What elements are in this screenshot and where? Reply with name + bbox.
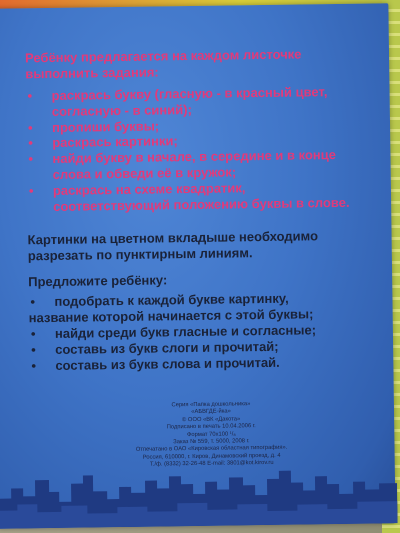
parent-task-item: • составь из букв слоги и прочитай; — [31, 339, 279, 358]
bullet-icon: • — [27, 119, 33, 135]
bullet-icon: • — [28, 151, 34, 167]
task-item: • раскрась на схеме квадратик, соответствующий положению буквы в слове. — [28, 180, 350, 214]
parent-task-item: • найди среди букв гласные и согласные; — [30, 322, 317, 342]
city-skyline-illustration — [0, 453, 398, 529]
task-item: • раскрась букву (гласную - в красный цвет, согласную - в синий); — [27, 84, 328, 119]
imprint-line: Россия, 610000, г. Киров, Динамовский проезд, д. 4 — [142, 452, 281, 461]
instruction-text — [25, 38, 365, 375]
bullet-icon: • — [31, 342, 36, 358]
imprint-line: Формат 70х100 ¹/₈ — [186, 431, 236, 438]
bullet-icon: • — [31, 358, 37, 374]
booklet-page — [0, 3, 396, 529]
imprint-line: Подписано в печать 10.04.2006 г. — [166, 423, 256, 431]
task-item: • раскрась картинки; — [28, 133, 178, 151]
imprint-line: Заказ № 559, т. 5000, 2008 г. — [173, 438, 250, 446]
bullet-icon: • — [28, 135, 33, 151]
task-list — [26, 84, 363, 215]
parent-task-item: • подобрать к каждой букве картинку, — [30, 291, 289, 310]
imprint-line: Отпечатано в ОАО «Кировская областная типография». — [135, 445, 288, 454]
task-item: • найди букву в начале, в середине и в конце слова и обведи её в кружок; — [28, 147, 337, 182]
intro-paragraph: Ребёнку предлагается на каждом листочке выполнить задания: — [24, 46, 302, 82]
task-item: • пропиши буквы; — [27, 118, 160, 135]
bullet-icon: • — [30, 294, 36, 310]
parent-task-item: • составь из букв слова и прочитай. — [31, 355, 280, 374]
cut-note-paragraph: Картинки на цветном вкладыше необходимо разрезать по пунктирным линиям. — [27, 228, 319, 264]
parent-task-item-continuation: название которой начинается с этой буквы; — [28, 306, 314, 326]
bullet-icon: • — [30, 326, 36, 342]
imprint-line: «АБВГДЕ-йка» — [191, 408, 231, 416]
bullet-icon: • — [27, 88, 33, 104]
offer-heading: Предложите ребёнку: — [28, 272, 168, 290]
parent-task-list — [28, 290, 364, 375]
imprint-line: Т./ф. (8332) 32-26-48 E-mail: 3801@kot.kirov.ru — [149, 460, 274, 468]
imprint-line: © ООО «ВК «Дакота» — [181, 416, 241, 423]
imprint-line: Серия «Папка дошкольника» — [171, 401, 251, 409]
bullet-icon: • — [28, 183, 34, 199]
